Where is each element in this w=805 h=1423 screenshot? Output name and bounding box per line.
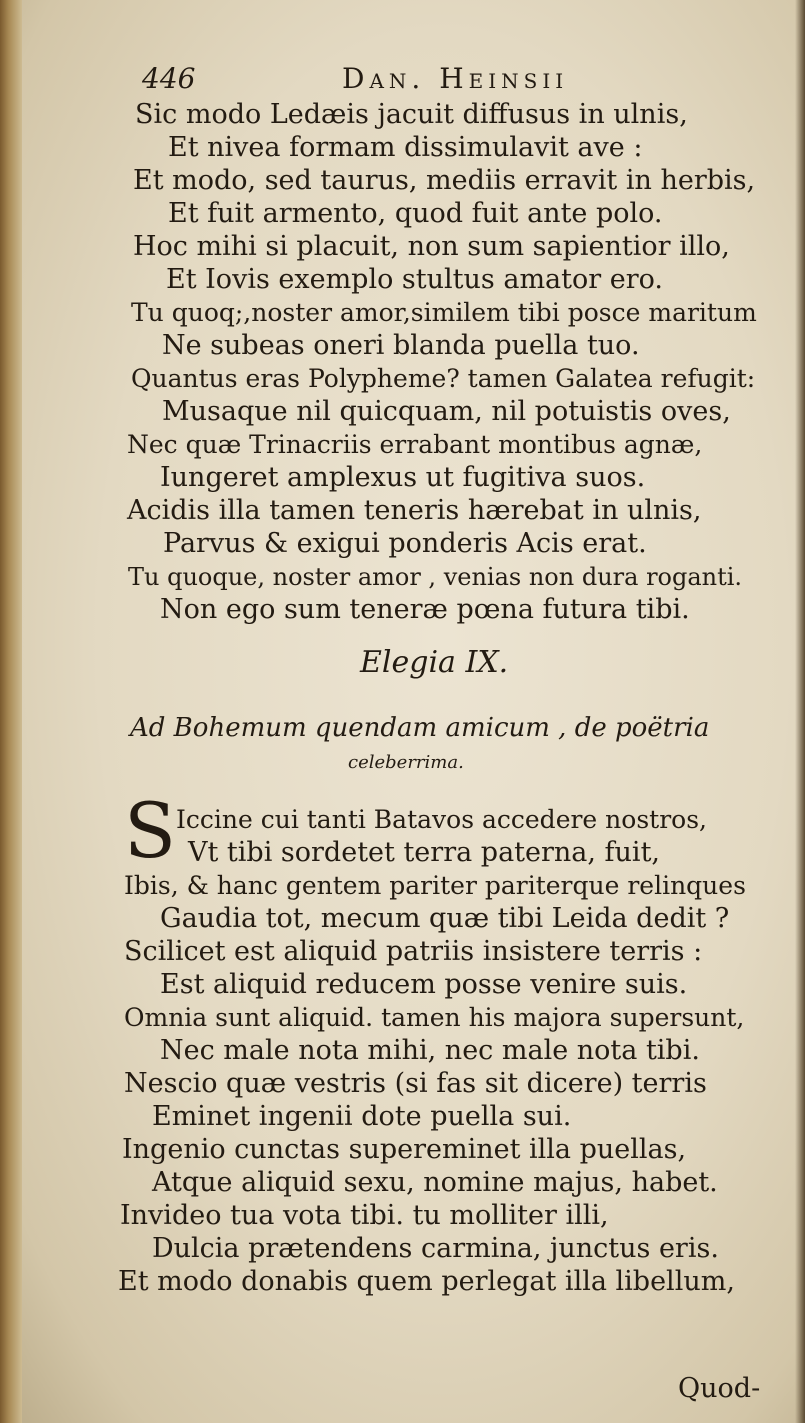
verse-line: Parvus & exigui ponderis Acis erat. bbox=[163, 528, 647, 559]
verse-line: Tu quoq;,noster amor,similem tibi posce maritum bbox=[131, 298, 757, 327]
verse-line: Invideo tua vota tibi. tu molliter illi, bbox=[120, 1200, 609, 1231]
catchword: Quod- bbox=[678, 1373, 761, 1404]
verse-line: Ibis, & hanc gentem pariter pariterque relinques bbox=[124, 871, 746, 900]
elegy-heading: Elegia IX. bbox=[360, 645, 509, 680]
verse-line: Dulcia prætendens carmina, junctus eris. bbox=[152, 1233, 719, 1264]
verse-line: Iccine cui tanti Batavos accedere nostros, bbox=[176, 805, 707, 834]
verse-line: Musaque nil quicquam, nil potuistis oves, bbox=[162, 396, 731, 427]
verse-line: Non ego sum teneræ pœna futura tibi. bbox=[160, 594, 690, 625]
verse-line: Tu quoque, noster amor , venias non dura roganti. bbox=[128, 563, 743, 591]
running-title: Dan. Heinsii bbox=[342, 62, 569, 95]
elegy-subtitle: Ad Bohemum quendam amicum , de poëtria bbox=[130, 713, 710, 743]
verse-line: Nescio quæ vestris (si fas sit dicere) terris bbox=[124, 1068, 707, 1099]
verse-line: Gaudia tot, mecum quæ tibi Leida dedit ? bbox=[160, 903, 730, 934]
elegy-subtitle-cont: celeberrima. bbox=[348, 752, 464, 773]
verse-line: Sic modo Ledæis jacuit diffusus in ulnis, bbox=[135, 99, 688, 130]
verse-line: Hoc mihi si placuit, non sum sapientior illo, bbox=[133, 231, 730, 262]
verse-line: Omnia sunt aliquid. tamen his majora supersunt, bbox=[124, 1003, 745, 1032]
drop-cap: S bbox=[124, 786, 177, 875]
verse-line: Eminet ingenii dote puella sui. bbox=[152, 1101, 572, 1132]
verse-line: Nec male nota mihi, nec male nota tibi. bbox=[160, 1035, 700, 1066]
verse-line: Et modo, sed taurus, mediis erravit in herbis, bbox=[133, 165, 756, 196]
verse-line: Et modo donabis quem perlegat illa libellum, bbox=[118, 1266, 735, 1297]
verse-line: Est aliquid reducem posse venire suis. bbox=[160, 969, 688, 1000]
page-number: 446 bbox=[142, 62, 196, 95]
verse-line: Acidis illa tamen teneris hærebat in ulnis, bbox=[127, 495, 702, 526]
verse-line: Atque aliquid sexu, nomine majus, habet. bbox=[152, 1167, 718, 1198]
verse-line: Quantus eras Polypheme? tamen Galatea refugit: bbox=[131, 364, 756, 393]
verse-line: Scilicet est aliquid patriis insistere terris : bbox=[124, 936, 703, 967]
verse-line: Et nivea formam dissimulavit ave : bbox=[168, 132, 643, 163]
verse-line: Ingenio cunctas supereminet illa puellas, bbox=[122, 1134, 687, 1165]
verse-line: Nec quæ Trinacriis errabant montibus agnæ, bbox=[127, 430, 703, 459]
verse-line: Et fuit armento, quod fuit ante polo. bbox=[168, 198, 663, 229]
verse-line: Et Iovis exemplo stultus amator ero. bbox=[166, 264, 663, 295]
verse-line: Vt tibi sordetet terra paterna, fuit, bbox=[188, 837, 660, 868]
verse-line: Ne subeas oneri blanda puella tuo. bbox=[162, 330, 640, 361]
running-head bbox=[142, 62, 762, 98]
verse-line: Iungeret amplexus ut fugitiva suos. bbox=[160, 462, 646, 493]
